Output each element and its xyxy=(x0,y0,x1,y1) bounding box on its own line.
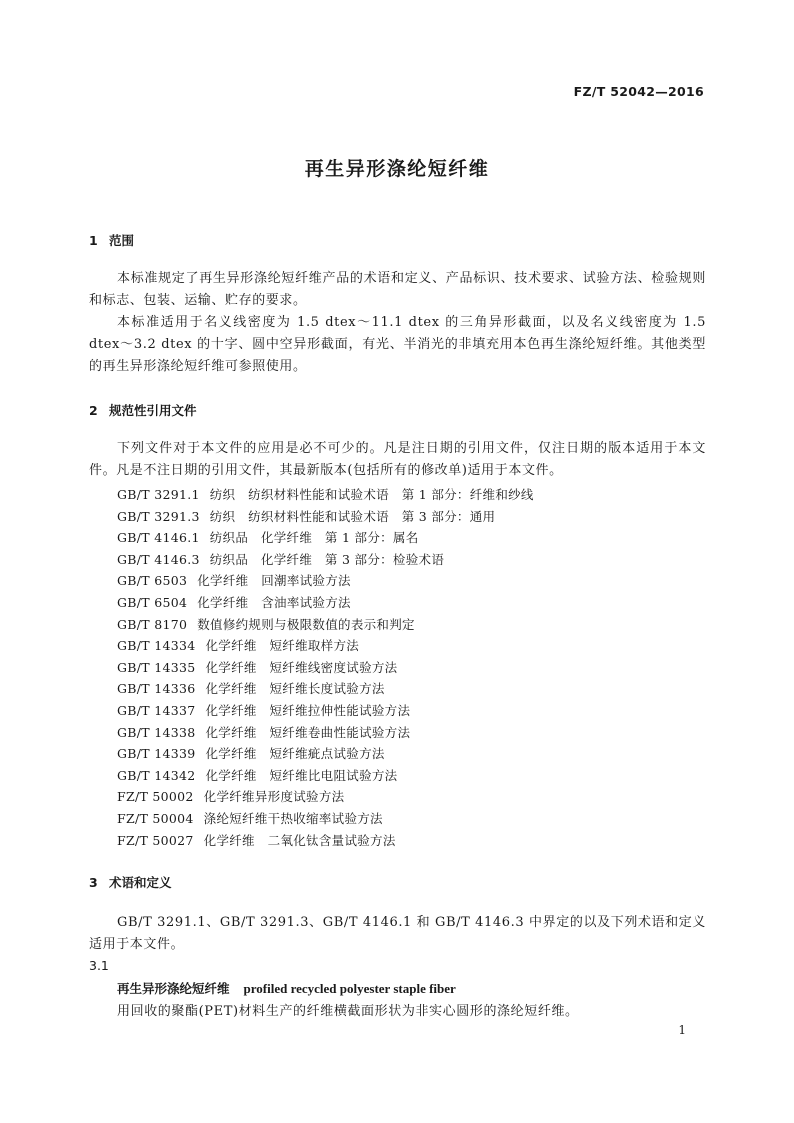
scope-paragraph-1: 本标准规定了再生异形涤纶短纤维产品的术语和定义、产品标识、技术要求、试验方法、检验规则和标志、包装、运输、贮存的要求。 xyxy=(89,271,706,308)
reference-code: GB/T 14335 xyxy=(117,659,196,675)
section-number: 3 xyxy=(89,875,98,890)
references-intro-paragraph: 下列文件对于本文件的应用是必不可少的。凡是注日期的引用文件，仅注日期的版本适用于本文件。凡是不注日期的引用文件，其最新版本(包括所有的修改单)适用于本文件。 xyxy=(89,441,706,478)
reference-item xyxy=(117,527,534,549)
reference-code: GB/T 6503 xyxy=(117,573,188,589)
reference-item xyxy=(117,722,534,744)
reference-code: GB/T 14337 xyxy=(117,702,196,718)
reference-item xyxy=(117,635,534,657)
reference-title: 纺织 纺织材料性能和试验术语 第 1 部分：纤维和纱线 xyxy=(209,487,534,502)
reference-item xyxy=(117,830,534,852)
reference-title: 化学纤维 短纤维线密度试验方法 xyxy=(205,659,398,675)
reference-item xyxy=(117,786,534,808)
reference-code: GB/T 14334 xyxy=(117,638,196,654)
reference-title: 化学纤维 短纤维卷曲性能试验方法 xyxy=(205,724,411,740)
reference-code: FZ/T 50004 xyxy=(117,810,194,826)
reference-item xyxy=(117,678,534,700)
term-definition: 用回收的聚酯(PET)材料生产的纤维横截面形状为非实心圆形的涤纶短纤维。 xyxy=(117,1004,579,1019)
reference-title: 纺织品 化学纤维 第 1 部分：属名 xyxy=(209,530,419,546)
reference-code: GB/T 6504 xyxy=(117,594,188,610)
section-heading-terms xyxy=(89,873,172,891)
reference-title: 化学纤维异形度试验方法 xyxy=(203,789,345,805)
reference-code: GB/T 8170 xyxy=(117,616,188,632)
reference-title: 化学纤维 短纤维长度试验方法 xyxy=(205,681,385,697)
standard-number: FZ/T 52042—2016 xyxy=(573,84,704,99)
reference-code: GB/T 4146.1 xyxy=(117,530,200,546)
reference-item xyxy=(117,614,534,636)
reference-item xyxy=(117,484,534,506)
reference-code: FZ/T 50002 xyxy=(117,789,194,805)
reference-title: 纺织 纺织材料性能和试验术语 第 3 部分：通用 xyxy=(209,508,496,524)
reference-list xyxy=(117,484,534,851)
reference-item xyxy=(117,506,534,528)
reference-item xyxy=(117,592,534,614)
reference-item xyxy=(117,549,534,571)
reference-item xyxy=(117,700,534,722)
section-title: 规范性引用文件 xyxy=(109,403,197,418)
document-title: 再生异形涤纶短纤维 xyxy=(304,158,490,180)
section-number: 1 xyxy=(89,233,98,248)
reference-title: 涤纶短纤维干热收缩率试验方法 xyxy=(203,810,383,826)
term-english: profiled recycled polyester staple fiber xyxy=(243,981,456,996)
term-chinese: 再生异形涤纶短纤维 xyxy=(117,981,230,996)
reference-item xyxy=(117,808,534,830)
reference-code: GB/T 14338 xyxy=(117,724,196,740)
reference-code: GB/T 14342 xyxy=(117,767,196,783)
reference-item xyxy=(117,743,534,765)
reference-item xyxy=(117,570,534,592)
reference-item xyxy=(117,765,534,787)
reference-title: 化学纤维 二氧化钛含量试验方法 xyxy=(203,832,396,848)
reference-code: FZ/T 50027 xyxy=(117,832,194,848)
reference-item xyxy=(117,657,534,679)
section-title: 术语和定义 xyxy=(109,875,172,890)
reference-title: 数值修约规则与极限数值的表示和判定 xyxy=(197,616,415,632)
section-title: 范围 xyxy=(109,233,135,248)
reference-title: 化学纤维 短纤维拉伸性能试验方法 xyxy=(205,702,411,718)
terms-intro-paragraph: GB/T 3291.1、GB/T 3291.3、GB/T 4146.1 和 GB/T 4146.3 中界定的以及下列术语和定义适用于本文件。 xyxy=(89,915,706,952)
reference-title: 化学纤维 短纤维疵点试验方法 xyxy=(205,746,385,762)
reference-title: 纺织品 化学纤维 第 3 部分：检验术语 xyxy=(209,551,445,567)
scope-paragraph-2: 本标准适用于名义线密度为 1.5 dtex～11.1 dtex 的三角异形截面，以及名义线密度为 1.5 dtex～3.2 dtex 的十字、圆中空异形截面，有光、半消光的非填充用本色再生涤纶短纤维。其他类型的再生异形涤纶短纤维可参照使用。 xyxy=(89,315,706,374)
reference-title: 化学纤维 短纤维比电阻试验方法 xyxy=(205,767,398,783)
reference-code: GB/T 14339 xyxy=(117,746,196,762)
section-heading-scope xyxy=(89,231,134,249)
section-number: 2 xyxy=(89,403,98,418)
reference-code: GB/T 3291.3 xyxy=(117,508,200,524)
reference-title: 化学纤维 回潮率试验方法 xyxy=(197,573,351,589)
reference-code: GB/T 4146.3 xyxy=(117,551,200,567)
term-entry xyxy=(117,979,456,997)
reference-title: 化学纤维 含油率试验方法 xyxy=(197,594,351,610)
clause-number: 3.1 xyxy=(89,958,109,973)
page-number: 1 xyxy=(678,1023,686,1037)
reference-title: 化学纤维 短纤维取样方法 xyxy=(205,638,360,654)
reference-code: GB/T 14336 xyxy=(117,681,196,697)
reference-code: GB/T 3291.1 xyxy=(117,487,200,502)
section-heading-normative-references xyxy=(89,401,197,419)
